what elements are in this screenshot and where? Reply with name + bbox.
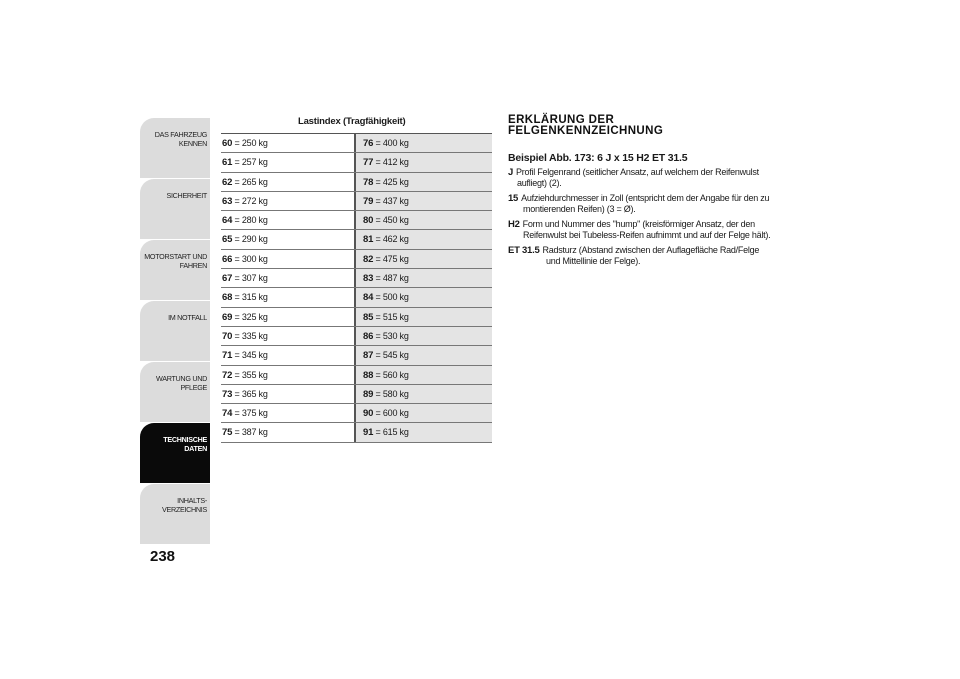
load-value: = 290 kg <box>234 234 268 245</box>
load-value: = 355 kg <box>234 369 268 380</box>
load-index: 76 <box>363 138 374 149</box>
load-index: 80 <box>363 215 374 227</box>
load-value: = 325 kg <box>234 311 268 322</box>
table-row <box>221 269 492 288</box>
load-value: = 462 kg <box>375 234 409 245</box>
load-value: = 265 kg <box>234 176 268 187</box>
section-title-line-1: ERKLÄRUNG DER <box>508 114 615 126</box>
table-cell <box>354 192 492 210</box>
table-row <box>221 192 492 211</box>
section-title <box>508 115 708 137</box>
load-index: 81 <box>363 234 374 246</box>
table-cell <box>221 327 354 345</box>
load-value: = 307 kg <box>234 273 268 284</box>
definition-text-continued: und Mittellinie der Felge). <box>546 256 641 266</box>
table-row <box>221 153 492 172</box>
load-value: = 387 kg <box>234 427 268 438</box>
load-value: = 315 kg <box>234 292 268 303</box>
table-row <box>221 385 492 404</box>
load-index: 86 <box>363 330 374 342</box>
definition-term: J <box>508 167 514 178</box>
table-cell <box>221 134 354 152</box>
definition-item <box>508 167 788 189</box>
load-index: 71 <box>222 350 233 362</box>
table-cell <box>354 366 492 384</box>
table-cell <box>221 288 354 306</box>
table-cell <box>221 366 354 384</box>
table-cell <box>354 288 492 306</box>
load-index: 87 <box>363 350 374 362</box>
definition-text: Profil Felgenrand (seitlicher Ansatz, auf welchem der Reifenwulst <box>516 167 759 177</box>
load-index: 69 <box>222 311 233 323</box>
load-value: = 500 kg <box>375 292 409 303</box>
table-cell <box>354 327 492 345</box>
load-index: 63 <box>222 195 233 207</box>
definition-text-continued: montierenden Reifen) (3 = Ø). <box>523 204 636 214</box>
load-index: 89 <box>363 388 374 400</box>
table-cell <box>221 404 354 422</box>
definition-term: H2 <box>508 219 520 230</box>
load-index: 90 <box>363 408 374 420</box>
load-index: 72 <box>222 369 233 381</box>
definition-term: 15 <box>508 193 519 204</box>
load-value: = 280 kg <box>234 215 268 226</box>
definition-text: Form und Nummer des "hump" (kreisförmiger Ansatz, der den <box>522 219 755 229</box>
load-index: 66 <box>222 253 233 265</box>
table-cell <box>354 269 492 287</box>
definition-text-continued: aufliegt) (2). <box>517 178 562 188</box>
page-number: 238 <box>150 548 176 565</box>
table-cell <box>354 385 492 403</box>
table-cell <box>354 134 492 152</box>
table-cell <box>354 308 492 326</box>
table-cell <box>354 346 492 364</box>
chapter-tab[interactable]: SICHERHEIT <box>140 179 210 239</box>
load-value: = 335 kg <box>234 330 268 341</box>
table-cell <box>221 211 354 229</box>
table-row <box>221 346 492 365</box>
load-value: = 300 kg <box>234 253 268 264</box>
table-cell <box>221 230 354 248</box>
table-row <box>221 404 492 423</box>
load-value: = 257 kg <box>234 157 268 168</box>
load-index: 75 <box>222 427 233 439</box>
load-value: = 600 kg <box>375 408 409 419</box>
load-value: = 530 kg <box>375 330 409 341</box>
table-cell <box>221 308 354 326</box>
definition-text: Radsturz (Abstand zwischen der Auflagefläche Rad/Felge <box>542 245 760 255</box>
table-cell <box>221 192 354 210</box>
load-value: = 365 kg <box>234 388 268 399</box>
section-title-line-2: FELGENKENNZEICHNUNG <box>508 125 664 137</box>
definition-term: ET 31.5 <box>508 245 540 256</box>
table-cell <box>221 153 354 171</box>
table-cell <box>354 211 492 229</box>
load-index: 70 <box>222 330 233 342</box>
load-index: 88 <box>363 369 374 381</box>
load-index: 78 <box>363 176 374 188</box>
table-title: Lastindex (Tragfähigkeit) <box>298 116 406 127</box>
chapter-tab[interactable]: WARTUNG UND PFLEGE <box>140 362 210 422</box>
chapter-tab[interactable]: MOTORSTART UND FAHREN <box>140 240 210 300</box>
load-value: = 412 kg <box>375 157 409 168</box>
load-index: 91 <box>363 427 374 439</box>
load-value: = 250 kg <box>234 138 268 148</box>
load-index: 62 <box>222 176 233 188</box>
table-cell <box>221 385 354 403</box>
table-row <box>221 423 492 442</box>
load-value: = 375 kg <box>234 408 268 419</box>
table-cell <box>354 423 492 441</box>
table-cell <box>221 269 354 287</box>
load-value: = 425 kg <box>375 176 409 187</box>
definition-item <box>508 193 788 215</box>
table-row <box>221 173 492 192</box>
load-value: = 437 kg <box>375 195 409 206</box>
load-index: 85 <box>363 311 374 323</box>
load-value: = 545 kg <box>375 350 409 361</box>
table-row <box>221 250 492 269</box>
table-cell <box>221 423 354 441</box>
load-value: = 345 kg <box>234 350 268 361</box>
load-index: 74 <box>222 408 233 420</box>
chapter-tab[interactable]: DAS FAHRZEUG KENNEN <box>140 118 210 178</box>
chapter-tab[interactable]: INHALTS- VERZEICHNIS <box>140 484 210 544</box>
load-value: = 515 kg <box>375 311 409 322</box>
definition-item <box>508 219 788 241</box>
definition-text-continued: Reifenwulst bei Tubeless-Reifen aufnimmt und auf der Felge hält). <box>523 230 771 240</box>
load-index: 61 <box>222 157 233 169</box>
table-cell <box>221 173 354 191</box>
load-value: = 400 kg <box>375 138 409 148</box>
table-row <box>221 327 492 346</box>
chapter-tab[interactable]: IM NOTFALL <box>140 301 210 361</box>
definition-item <box>508 245 788 267</box>
table-cell <box>354 173 492 191</box>
load-value: = 475 kg <box>375 253 409 264</box>
table-cell <box>221 250 354 268</box>
load-index: 67 <box>222 273 233 285</box>
load-index-table <box>221 133 492 443</box>
table-row <box>221 230 492 249</box>
example-heading: Beispiel Abb. 173: 6 J x 15 H2 ET 31.5 <box>508 152 688 164</box>
load-index: 65 <box>222 234 233 246</box>
table-cell <box>354 404 492 422</box>
load-index: 84 <box>363 292 374 304</box>
definition-text: Aufziehdurchmesser in Zoll (entspricht dem der Angabe für den zu <box>521 193 770 203</box>
load-value: = 615 kg <box>375 427 409 438</box>
table-row <box>221 134 492 153</box>
load-index: 83 <box>363 273 374 285</box>
load-value: = 580 kg <box>375 388 409 399</box>
load-index: 64 <box>222 215 233 227</box>
table-cell <box>354 153 492 171</box>
chapter-tab[interactable]: TECHNISCHE DATEN <box>140 423 210 483</box>
load-value: = 450 kg <box>375 215 409 226</box>
table-cell <box>354 230 492 248</box>
table-row <box>221 211 492 230</box>
table-cell <box>354 250 492 268</box>
load-index: 77 <box>363 157 374 169</box>
table-cell <box>221 346 354 364</box>
load-index: 60 <box>222 138 233 149</box>
table-row <box>221 308 492 327</box>
load-index: 79 <box>363 195 374 207</box>
load-value: = 487 kg <box>375 273 409 284</box>
table-row <box>221 288 492 307</box>
load-value: = 272 kg <box>234 195 268 206</box>
load-index: 68 <box>222 292 233 304</box>
definition-list <box>508 167 788 271</box>
table-row <box>221 366 492 385</box>
load-index: 82 <box>363 253 374 265</box>
load-value: = 560 kg <box>375 369 409 380</box>
load-index: 73 <box>222 388 233 400</box>
